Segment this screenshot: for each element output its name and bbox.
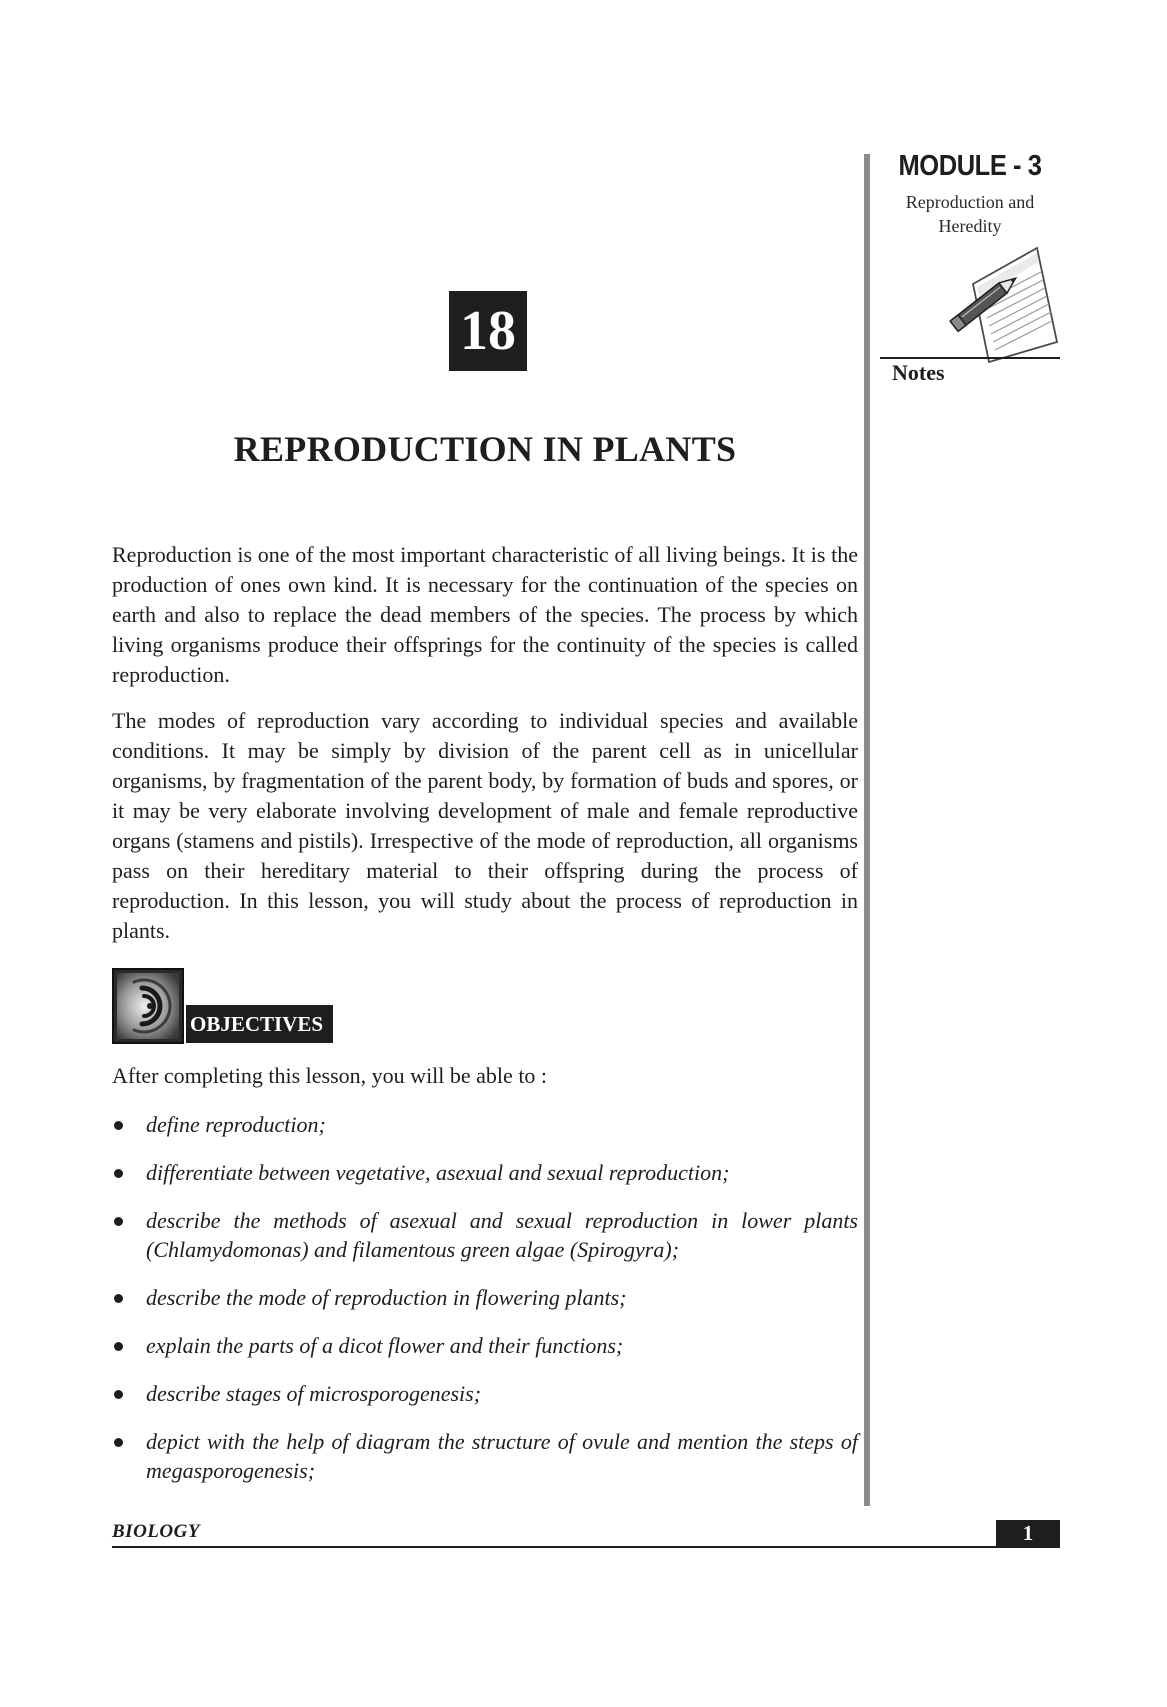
page-number: 1 [996,1520,1060,1547]
list-item [112,1379,858,1408]
objective-text: describe the mode of reproduction in flowering plants; [146,1285,627,1310]
chapter-title: REPRODUCTION IN PLANTS [233,429,737,469]
notes-label: Notes [892,360,945,385]
list-item [112,1331,858,1360]
objective-text: explain the parts of a dicot flower and their functions; [146,1333,624,1358]
bullet-icon [114,1438,123,1447]
bullet-icon [114,1169,123,1178]
objectives-heading: OBJECTIVES [186,1005,333,1043]
objective-text: define reproduction; [146,1112,326,1137]
bullet-icon [114,1294,123,1303]
target-rings-icon [112,968,184,1044]
notepad-pencil-icon [945,244,1060,372]
list-item [112,1206,858,1264]
footer-rule [112,1546,1060,1548]
module-title: MODULE - 3 [898,150,1042,182]
module-subtitle-line: Reproduction and [905,192,1035,212]
body-paragraph: The modes of reproduction vary according to individual species and available conditions. It may be simply by division of the parent cell as in unicellular organisms, by fragmentation of the parent body, by formation of buds and spores, or it may be very elaborate involving development of male and female reproductive organs (stamens and pistils). Irrespective of the mode of reproduction, all organisms pass on their hereditary material to their offspring during the process of reproduction. In this lesson, you will study about the process of reproduction in plants. [112,708,858,943]
objective-text: describe the methods of asexual and sexual reproduction in lower plants (Chlamydomonas) and filamentous green algae (Spirogyra); [146,1208,858,1262]
objective-text: describe stages of microsporogenesis; [146,1381,482,1406]
bullet-icon [114,1342,123,1351]
list-item [112,1283,858,1312]
bullet-icon [114,1390,123,1399]
module-subtitle-line: Heredity [938,216,1002,236]
bullet-icon [114,1217,123,1226]
list-item [112,1158,858,1187]
objective-text: differentiate between vegetative, asexual and sexual reproduction; [146,1160,730,1185]
body-paragraph: Reproduction is one of the most important characteristic of all living beings. It is the production of ones own kind. It is necessary for the continuation of the species on earth and also to replace the dead members of the species. The process by which living organisms produce their offsprings for the continuity of the species is called reproduction. [112,542,858,687]
list-item [112,1427,858,1485]
objective-text: depict with the help of diagram the structure of ovule and mention the steps of megasporogenesis; [146,1429,858,1483]
objectives-list [112,1110,858,1504]
objectives-intro: After completing this lesson, you will be able to : [112,1063,548,1088]
footer-subject: BIOLOGY [112,1521,200,1542]
notes-rule [880,357,1060,359]
bullet-icon [114,1121,123,1130]
chapter-number: 18 [449,291,527,371]
sidebar-divider [864,154,870,1506]
list-item [112,1110,858,1139]
module-subtitle [880,190,1060,238]
